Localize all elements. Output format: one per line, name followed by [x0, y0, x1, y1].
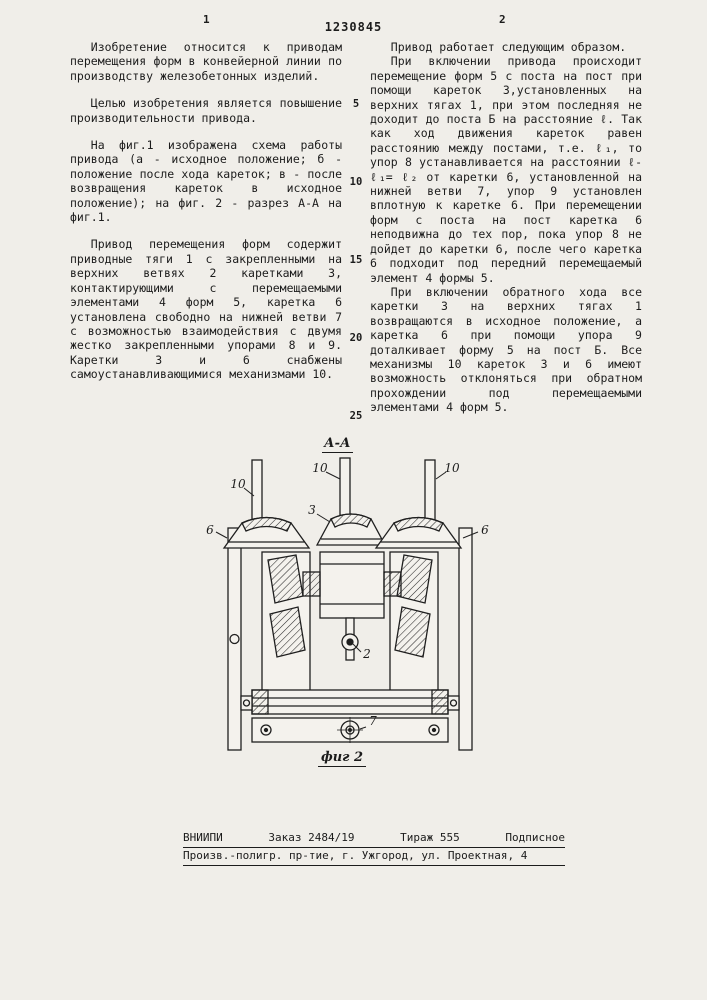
imprint-line2: Произв.-полигр. пр-тие, г. Ужгород, ул. Проектная, 4 [183, 849, 565, 866]
callout-10-left: 10 [230, 477, 246, 491]
block-stub-right [384, 572, 401, 596]
callout-6-right: 6 [481, 523, 489, 537]
callout-2: 2 [363, 647, 371, 661]
block-stub-left [303, 572, 320, 596]
paragraph: Привод работает следующим образом. [390, 40, 627, 54]
text-columns [70, 40, 642, 422]
paragraph: Целью изобретения является повышение производительности привода. [70, 96, 342, 125]
side-plate-right [459, 528, 472, 750]
line-number-15: 15 [349, 254, 363, 266]
patent-number: 1230845 [324, 20, 383, 34]
left-column-mark: 1 [203, 13, 210, 26]
plate-bolt-left [230, 635, 239, 644]
paragraph: При включении обратного хода все каретки 3 на верхних тягах 1 возвращаются в исходное положение, а каретка 6 при помощи упора 9 доталкивает форму 5 на пост Б. Все механизмы 10 кареток 3 и 6 имеют возможность отклоняться при обратном прохождении под перемещаемыми элементами 4 форм 5. [370, 284, 642, 415]
paragraph: Привод перемещения форм содержит приводные тяги 1 с закрепленными на верхних ветвях 2 каретками 3, контактирующими с перемещаемыми элементами 4 форм 5, каретка 6 установлена свободно на нижней ветви 7 с возможностью взаимодействия с двумя жестко закрепленными упорами 8 и 9. Каретки 3 и 6 снабжены самоустанавливающимися механизмами 10. [70, 237, 342, 382]
rod-center [340, 458, 350, 516]
line-number-5: 5 [352, 98, 360, 110]
rod-left [252, 460, 262, 524]
figure-drawing [200, 446, 500, 758]
paragraph: При включении привода происходит перемещение форм 5 с поста на пост при помощи кареток 3,установленных на верхних тягах 1, при этом последняя не доходит до поста Б на расстояние ℓ. Так как ход движения кареток равен расстоянию между постами, т.е. ℓ₁, то упор 8 устанавливается на расстоянии ℓ-ℓ₁= ℓ₂ от каретки 6, установленной на нижней ветви 7, упор 9 установлен вплотную к каретке 6. При перемещении форм с поста на пост каретка 6 неподвижна до тех пор, пока упор 8 не дойдет до каретки 6, после чего каретка 6 подходит под передний перемещаемый элемент 4 формы 5. [370, 54, 642, 285]
paragraph: Изобретение относится к приводам перемещения форм в конвейерной линии по производству железобетонных изделий. [70, 40, 342, 83]
section-label: А-А [324, 436, 351, 451]
line-number-25: 25 [349, 410, 363, 422]
rod-right [425, 460, 435, 524]
figure-caption: фиг 2 [318, 750, 366, 767]
imprint-org: ВНИИПИ [183, 831, 223, 844]
line-number-10: 10 [349, 176, 363, 188]
callout-10-center: 10 [312, 461, 328, 475]
imprint-line1 [183, 831, 565, 848]
line-number-20: 20 [349, 332, 363, 344]
callout-3: 3 [308, 503, 316, 517]
imprint-podpisnoe: Подписное [505, 831, 565, 844]
callout-6-left: 6 [206, 523, 214, 537]
left-column [70, 40, 342, 415]
callout-7: 7 [369, 714, 377, 728]
center-block [320, 552, 384, 618]
callout-10-right: 10 [444, 461, 460, 475]
right-column [370, 40, 642, 415]
imprint-tirazh: Тираж 555 [400, 831, 460, 844]
imprint-order: Заказ 2484/19 [268, 831, 355, 844]
right-column-mark: 2 [499, 13, 506, 26]
paragraph: На фиг.1 изображена схема работы привода (а - исходное положение; б - положение после хода кареток; в - после возвращения кареток в исходное положение); на фиг. 2 - разрез А-А на фиг.1. [70, 138, 342, 225]
rail-top [252, 690, 448, 714]
